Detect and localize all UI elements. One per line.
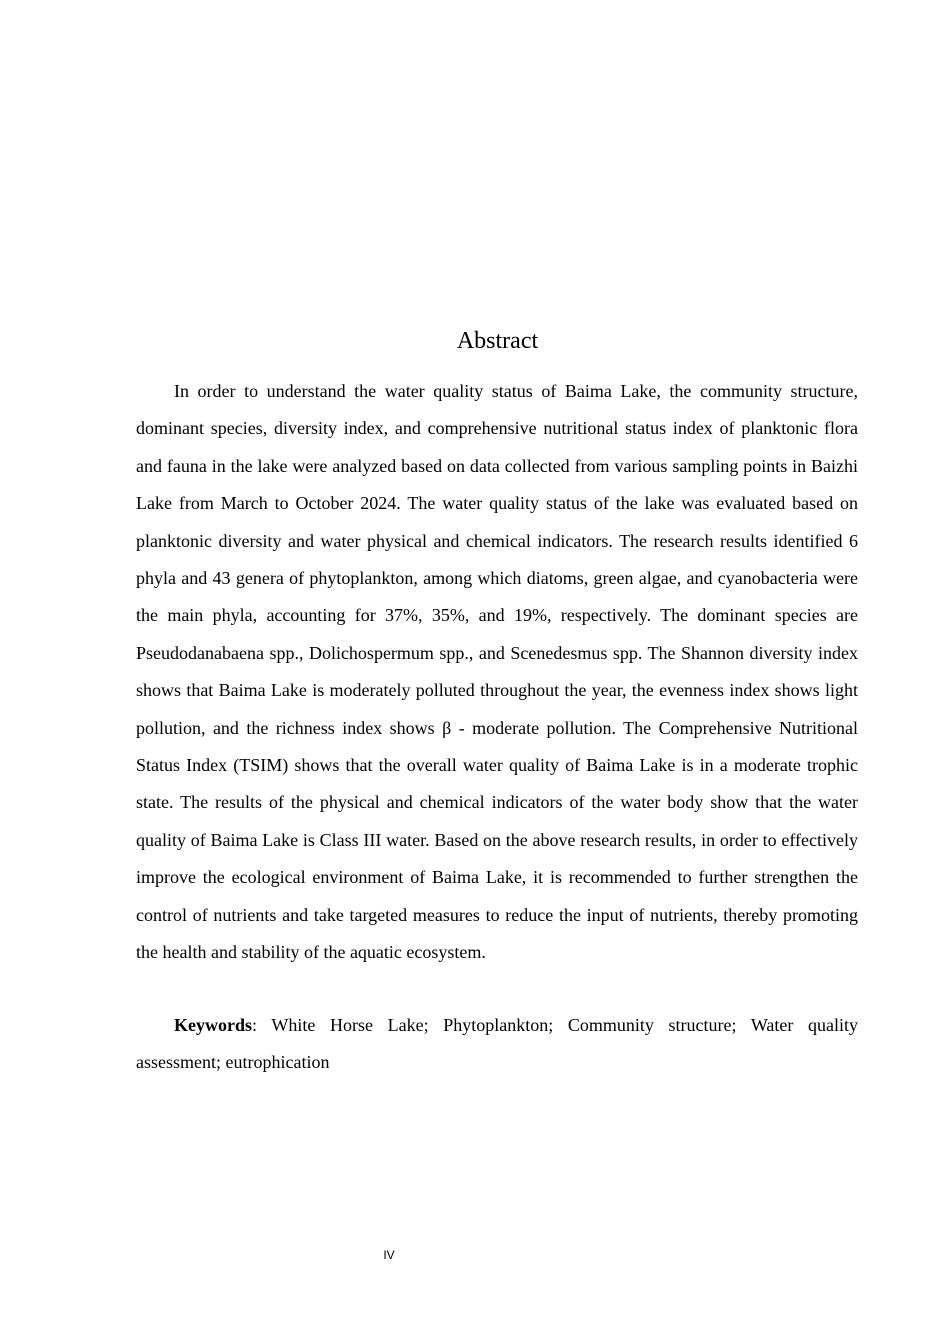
abstract-paragraph: In order to understand the water quality status of Baima Lake, the community structure, dominant species, diversity index, and comprehensive nutritional status index of planktonic flora and fauna in the lake were analyzed based on data collected from various sampling points in Baizhi Lake from March to October 2024. The water quality status of the lake was evaluated based on planktonic diversity and water physical and chemical indicators. The research results identified 6 phyla and 43 genera of phytoplankton, among which diatoms, green algae, and cyanobacteria were the main phyla, accounting for 37%, 35%, and 19%, respectively. The dominant species are Pseudodanabaena spp., Dolichospermum spp., and Scenedesmus spp. The Shannon diversity index shows that Baima Lake is moderately polluted throughout the year, the evenness index shows light pollution, and the richness index shows β - moderate pollution. The Comprehensive Nutritional Status Index (TSIM) shows that the overall water quality of Baima Lake is in a moderate trophic state. The results of the physical and chemical indicators of the water body show that the water quality of Baima Lake is Class III water. Based on the above research results, in order to effectively improve the ecological environment of Baima Lake, it is recommended to further strengthen the control of nutrients and take targeted measures to reduce the input of nutrients, thereby promoting the health and stability of the aquatic ecosystem. [136,381,858,963]
keywords-label: Keywords [174,1015,252,1035]
keywords-separator: : [252,1015,272,1035]
page-number: IV [383,1248,395,1262]
keywords-paragraph [136,1007,858,1082]
abstract-title: Abstract [456,328,539,354]
keywords-list: White Horse Lake; Phytoplankton; Community structure; Water quality assessment; eutrophication [136,1015,858,1073]
